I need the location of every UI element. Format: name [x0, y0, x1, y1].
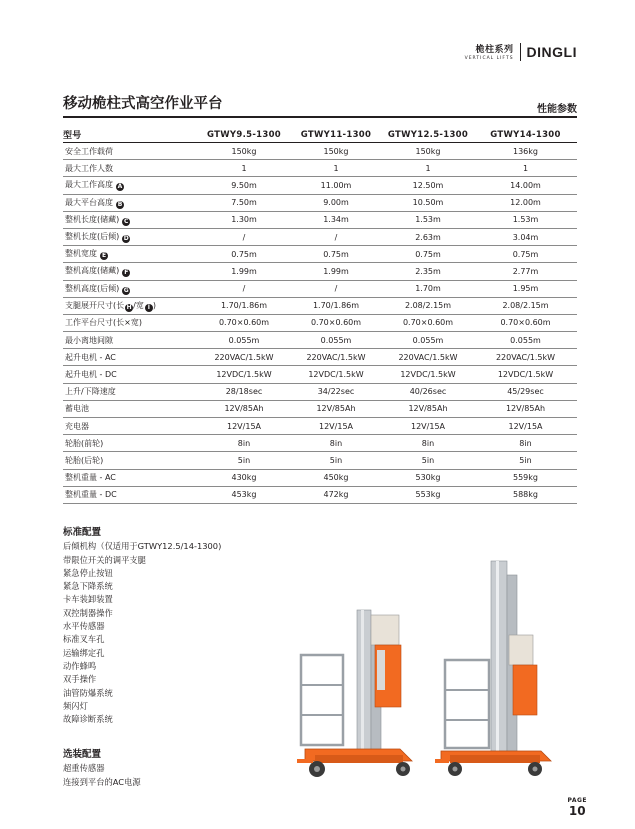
row-label	[63, 486, 198, 503]
table-row	[63, 469, 577, 486]
cell-value: 450kg	[290, 469, 382, 486]
cell-value: 28/18sec	[198, 383, 290, 400]
cell-value: 150kg	[290, 143, 382, 160]
cell-value: 34/22sec	[290, 383, 382, 400]
title-divider	[63, 116, 577, 118]
page-number-value: 10	[568, 804, 586, 818]
row-label	[63, 160, 198, 177]
row-label-text: 安全工作载荷	[65, 146, 113, 156]
cell-value: 12V/85Ah	[290, 400, 382, 417]
row-label-text: 整机长度(储藏)	[65, 214, 120, 224]
row-label	[63, 452, 198, 469]
lift-image-tall	[435, 561, 551, 776]
cell-value: 1.70m	[382, 280, 474, 297]
cell-value: 0.70×0.60m	[382, 314, 474, 331]
cell-value: 1	[382, 160, 474, 177]
table-row	[63, 400, 577, 417]
row-label-text: 最大工作高度	[65, 180, 113, 190]
row-label-text: 整机高度(储藏)	[65, 266, 120, 276]
cell-value: 150kg	[382, 143, 474, 160]
table-row	[63, 160, 577, 177]
row-label	[63, 418, 198, 435]
spec-table-header	[63, 127, 577, 143]
cell-value: 8in	[198, 435, 290, 452]
marker-f-icon: F	[124, 269, 129, 277]
cell-value: 12VDC/1.5kW	[290, 366, 382, 383]
cell-value: 0.70×0.60m	[290, 314, 382, 331]
row-label	[63, 314, 198, 331]
marker-i-icon: I	[145, 304, 153, 312]
row-label-text: 整机宽度	[65, 249, 97, 259]
table-row	[63, 297, 577, 314]
cell-value: 8in	[382, 435, 474, 452]
cell-value: 9.00m	[290, 194, 382, 211]
header-model-2: GTWY11-1300	[290, 127, 382, 143]
header-model-3: GTWY12.5-1300	[382, 127, 474, 143]
cell-value: /	[290, 228, 382, 245]
cell-value: /	[198, 228, 290, 245]
cell-value: 5in	[382, 452, 474, 469]
cell-value: 136kg	[474, 143, 577, 160]
row-label	[63, 228, 198, 245]
row-label-text: 整机重量 - DC	[65, 490, 117, 500]
page-title: 移动桅柱式高空作业平台	[63, 96, 223, 112]
cell-value: 40/26sec	[382, 383, 474, 400]
page-number	[567, 797, 587, 818]
row-label-text: 起升电机 - DC	[65, 370, 117, 380]
lift-product-photo	[295, 555, 565, 785]
table-row	[63, 452, 577, 469]
brand-series	[465, 42, 514, 61]
table-row	[63, 349, 577, 366]
cell-value: 1.34m	[290, 211, 382, 228]
cell-value: 5in	[290, 452, 382, 469]
row-label-text: 整机重量 - AC	[65, 473, 116, 483]
list-item: 动作蜂鸣	[63, 660, 97, 671]
row-label-text: 最大平台高度	[65, 197, 113, 207]
list-item: 双手操作	[63, 674, 97, 685]
marker-b-icon: B	[117, 200, 123, 208]
cell-value: /	[198, 280, 290, 297]
table-row	[63, 228, 577, 245]
cell-value: 3.04m	[474, 228, 577, 245]
cell-value: 220VAC/1.5kW	[290, 349, 382, 366]
header-model-1: GTWY9.5-1300	[198, 127, 290, 143]
list-item: 频闪灯	[63, 700, 88, 711]
cell-value: 8in	[290, 435, 382, 452]
row-label	[63, 211, 198, 228]
cell-value: 150kg	[198, 143, 290, 160]
cell-value: 1.99m	[290, 263, 382, 280]
optional-config-list	[63, 762, 141, 789]
row-label-text: 整机长度(后倾)	[65, 232, 120, 242]
cell-value: 530kg	[382, 469, 474, 486]
row-label-text: 蓄电池	[65, 404, 89, 414]
table-row	[63, 263, 577, 280]
row-label	[63, 246, 198, 263]
cell-value: 1.30m	[198, 211, 290, 228]
list-item: 运输绑定孔	[63, 647, 105, 658]
cell-value: 588kg	[474, 486, 577, 503]
table-row	[63, 194, 577, 211]
cell-value: 45/29sec	[474, 383, 577, 400]
row-label	[63, 435, 198, 452]
cell-value: 2.63m	[382, 228, 474, 245]
cell-value: 12V/15A	[198, 418, 290, 435]
marker-d-icon: D	[123, 235, 129, 243]
row-label	[63, 349, 198, 366]
cell-value: 9.50m	[198, 177, 290, 194]
spec-table-body	[63, 143, 577, 504]
row-label-text: 起升电机 - AC	[65, 352, 116, 362]
list-item: 后倾机构（仅适用于GTWY12.5/14-1300)	[63, 541, 222, 552]
cell-value: 12.00m	[474, 194, 577, 211]
cell-value: 0.75m	[474, 246, 577, 263]
list-item: 双控制器操作	[63, 607, 113, 618]
cell-value: 553kg	[382, 486, 474, 503]
cell-value: 430kg	[198, 469, 290, 486]
table-row	[63, 332, 577, 349]
row-label	[63, 366, 198, 383]
standard-config-title: 标准配置	[63, 527, 102, 538]
table-row	[63, 314, 577, 331]
cell-value: 0.70×0.60m	[198, 314, 290, 331]
row-label-text: 整机高度(后倾)	[65, 283, 120, 293]
cell-value: 12V/85Ah	[382, 400, 474, 417]
cell-value: 2.77m	[474, 263, 577, 280]
table-row	[63, 143, 577, 160]
cell-value: 5in	[474, 452, 577, 469]
cell-value: 12V/15A	[290, 418, 382, 435]
brand-header	[465, 42, 577, 61]
cell-value: 1	[290, 160, 382, 177]
table-row	[63, 383, 577, 400]
spec-table	[63, 127, 577, 504]
cell-value: 0.055m	[198, 332, 290, 349]
cell-value: 14.00m	[474, 177, 577, 194]
cell-value: 1	[474, 160, 577, 177]
cell-value: 7.50m	[198, 194, 290, 211]
row-label-text: 工作平台尺寸(长×宽)	[65, 318, 142, 328]
cell-value: 12.50m	[382, 177, 474, 194]
cell-value: 1.70/1.86m	[198, 297, 290, 314]
row-label	[63, 280, 198, 297]
list-item: 故障诊断系统	[63, 714, 113, 725]
marker-a-icon: A	[117, 183, 123, 191]
table-row	[63, 177, 577, 194]
list-item: 油管防爆系统	[63, 687, 113, 698]
row-label	[63, 143, 198, 160]
cell-value: 0.055m	[382, 332, 474, 349]
cell-value: 220VAC/1.5kW	[474, 349, 577, 366]
row-label	[63, 263, 198, 280]
marker-e-icon: E	[101, 252, 107, 260]
cell-value: 11.00m	[290, 177, 382, 194]
cell-value: 0.75m	[198, 246, 290, 263]
row-label	[63, 332, 198, 349]
cell-value: 1	[198, 160, 290, 177]
table-row	[63, 418, 577, 435]
row-label	[63, 400, 198, 417]
cell-value: 453kg	[198, 486, 290, 503]
header-model: 型号	[63, 127, 198, 143]
dingli-logo: DINGLI	[526, 43, 577, 60]
standard-config-list	[63, 540, 221, 726]
cell-value: 12VDC/1.5kW	[198, 366, 290, 383]
table-header-row	[63, 127, 577, 143]
list-item: 紧急停止按钮	[63, 567, 113, 578]
header-model-4: GTWY14-1300	[474, 127, 577, 143]
cell-value: 1.53m	[474, 211, 577, 228]
cell-value: 5in	[198, 452, 290, 469]
table-row	[63, 486, 577, 503]
list-item: 连接到平台的AC电源	[63, 776, 141, 787]
cell-value: 2.08/2.15m	[382, 297, 474, 314]
table-row	[63, 246, 577, 263]
cell-value: 0.055m	[290, 332, 382, 349]
cell-value: 12V/15A	[474, 418, 577, 435]
table-row	[63, 211, 577, 228]
lift-image-small	[297, 610, 412, 777]
list-item: 标准叉车孔	[63, 634, 105, 645]
optional-config	[63, 748, 141, 789]
brand-series-en: VERTICAL LIFTS	[464, 56, 514, 61]
cell-value: 1.53m	[382, 211, 474, 228]
list-item: 带限位开关的调平支腿	[63, 554, 146, 565]
cell-value: 12V/15A	[382, 418, 474, 435]
brand-series-cn: 桅柱系列	[475, 45, 514, 55]
cell-value: 1.99m	[198, 263, 290, 280]
row-label: 支腿展开尺寸(长 H/宽 I )	[63, 297, 198, 314]
table-row	[63, 435, 577, 452]
cell-value: 8in	[474, 435, 577, 452]
optional-config-title: 选装配置	[63, 749, 102, 760]
marker-c-icon: C	[124, 217, 129, 225]
row-label-text: 轮胎(前轮)	[65, 438, 104, 448]
cell-value: 1.70/1.86m	[290, 297, 382, 314]
list-item: 超重传感器	[63, 763, 105, 774]
cell-value: 2.35m	[382, 263, 474, 280]
cell-value: 12VDC/1.5kW	[474, 366, 577, 383]
standard-config	[63, 526, 221, 726]
row-label	[63, 469, 198, 486]
row-label-text: 最大工作人数	[65, 163, 113, 173]
cell-value: 0.055m	[474, 332, 577, 349]
cell-value: 12VDC/1.5kW	[382, 366, 474, 383]
row-label-text: 轮胎(后轮)	[65, 455, 104, 465]
list-item: 紧急下降系统	[63, 581, 113, 592]
row-label-text: 上升/下降速度	[65, 387, 116, 397]
cell-value: 559kg	[474, 469, 577, 486]
table-row	[63, 366, 577, 383]
cell-value: 0.75m	[382, 246, 474, 263]
cell-value: 12V/85Ah	[474, 400, 577, 417]
row-label-text: 最小离地间隙	[65, 335, 113, 345]
cell-value: 220VAC/1.5kW	[198, 349, 290, 366]
list-item: 水平传感器	[63, 621, 105, 632]
cell-value: 10.50m	[382, 194, 474, 211]
row-label	[63, 383, 198, 400]
cell-value: 2.08/2.15m	[474, 297, 577, 314]
row-label	[63, 194, 198, 211]
page-label: PAGE	[567, 797, 587, 804]
cell-value: /	[290, 280, 382, 297]
brand-divider	[520, 43, 521, 61]
cell-value: 12V/85Ah	[198, 400, 290, 417]
row-label-text: 充电器	[65, 421, 89, 431]
marker-h-icon: H	[126, 303, 132, 311]
cell-value: 0.70×0.60m	[474, 314, 577, 331]
cell-value: 220VAC/1.5kW	[382, 349, 474, 366]
cell-value: 472kg	[290, 486, 382, 503]
section-label: 性能参数	[537, 104, 577, 115]
table-row	[63, 280, 577, 297]
cell-value: 0.75m	[290, 246, 382, 263]
marker-g-icon: G	[123, 286, 129, 294]
cell-value: 1.95m	[474, 280, 577, 297]
row-label	[63, 177, 198, 194]
list-item: 卡车装卸装置	[63, 594, 113, 605]
